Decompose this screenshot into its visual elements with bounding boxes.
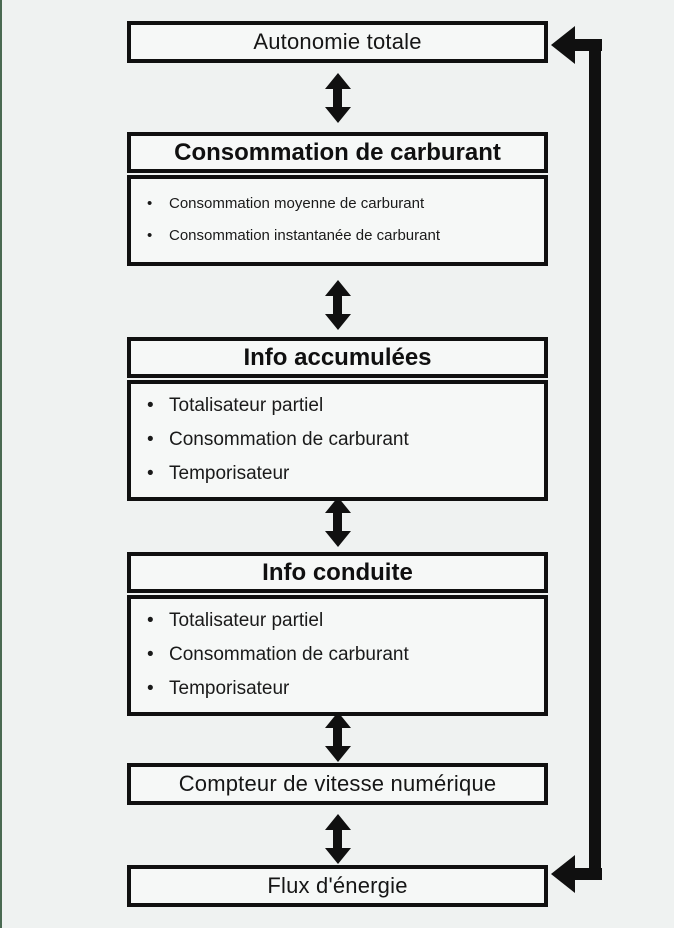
arrow-down-head — [325, 746, 351, 762]
bullet-item: • Consommation de carburant — [131, 638, 544, 672]
node-body — [127, 595, 548, 716]
double-arrow-icon — [324, 712, 351, 762]
node-header — [127, 552, 548, 593]
node-flux-energie — [127, 865, 548, 907]
arrow-down-head — [325, 848, 351, 864]
bullet-item: • Consommation instantanée de carburant — [131, 220, 544, 252]
arrow-up-head — [325, 73, 351, 89]
loop-bottom-segment — [573, 868, 602, 880]
bullet-item: • Temporisateur — [131, 457, 544, 491]
node-header — [127, 337, 548, 378]
double-arrow-icon — [324, 73, 351, 123]
bullet-item: • Totalisateur partiel — [131, 604, 544, 638]
arrow-down-head — [325, 531, 351, 547]
arrow-shaft — [333, 296, 342, 314]
double-arrow-icon — [324, 497, 351, 547]
node-body — [127, 380, 548, 501]
node-consommation-carburant — [127, 132, 548, 266]
loop-vertical-line — [589, 39, 601, 880]
node-title: Info conduite — [262, 558, 413, 586]
node-title: Autonomie totale — [253, 29, 422, 54]
arrow-down-head — [325, 314, 351, 330]
bullet-item: • Consommation de carburant — [131, 423, 544, 457]
node-title: Flux d'énergie — [267, 873, 408, 898]
arrow-shaft — [333, 830, 342, 848]
arrow-up-head — [325, 280, 351, 296]
node-info-accumulees — [127, 337, 548, 501]
double-arrow-icon — [324, 814, 351, 864]
arrow-shaft — [333, 728, 342, 746]
node-autonomie-totale — [127, 21, 548, 63]
loop-arrowhead-bottom-icon — [551, 855, 575, 893]
arrow-down-head — [325, 107, 351, 123]
page-edge-line — [0, 0, 2, 928]
node-body — [127, 175, 548, 266]
arrow-shaft — [333, 89, 342, 107]
arrow-up-head — [325, 814, 351, 830]
bullet-item: • Consommation moyenne de carburant — [131, 188, 544, 220]
loop-top-segment — [573, 39, 602, 51]
node-compteur-vitesse — [127, 763, 548, 805]
bullet-item: • Totalisateur partiel — [131, 389, 544, 423]
bullet-list — [131, 389, 544, 491]
arrow-up-head — [325, 712, 351, 728]
double-arrow-icon — [324, 280, 351, 330]
bullet-list — [131, 604, 544, 706]
node-title: Consommation de carburant — [174, 138, 501, 166]
node-header — [127, 132, 548, 173]
node-title: Compteur de vitesse numérique — [178, 771, 497, 796]
arrow-up-head — [325, 497, 351, 513]
arrow-shaft — [333, 513, 342, 531]
bullet-list — [131, 188, 544, 252]
bullet-item: • Temporisateur — [131, 672, 544, 706]
loop-arrowhead-top-icon — [551, 26, 575, 64]
node-title: Info accumulées — [243, 343, 432, 371]
node-info-conduite — [127, 552, 548, 716]
